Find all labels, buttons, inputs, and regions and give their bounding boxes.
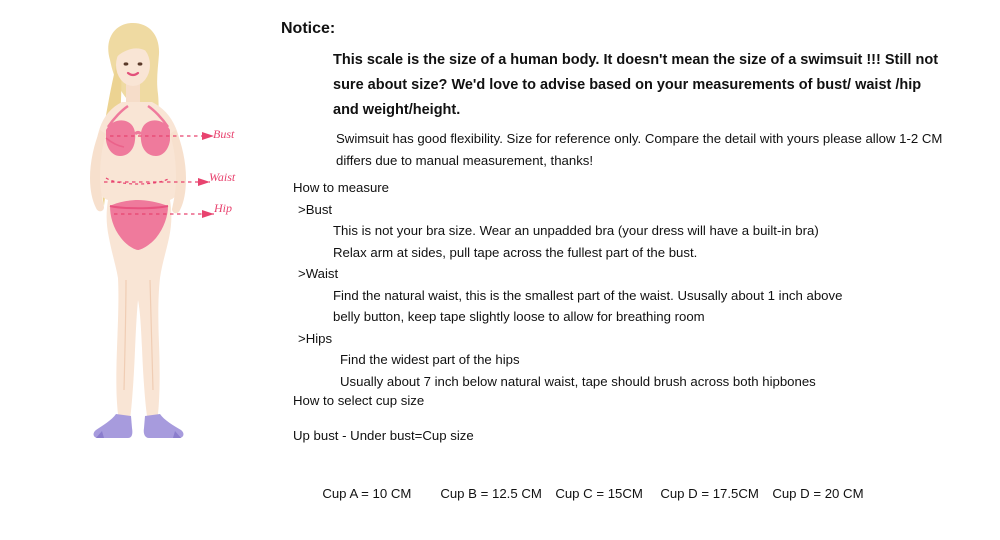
waist-section-title: >Waist (298, 266, 339, 281)
cup-size-section (293, 377, 993, 540)
cup-size-value: Cup D = 17.5CM (660, 485, 759, 501)
bust-instruction-line: This is not your bra size. Wear an unpadded bra (your dress will have a built-in bra) (333, 223, 819, 238)
cup-size-value: Cup B = 12.5 CM (440, 485, 542, 501)
waist-instruction-line: belly button, keep tape slightly loose to allow for breathing room (333, 309, 705, 324)
cup-size-value: Cup A = 10 CM (322, 485, 412, 501)
hips-instruction-line: Usually about 7 inch below natural waist, tape should brush across both hipbones (340, 373, 816, 389)
cup-size-value: Cup D = 20 CM (772, 485, 864, 501)
waist-instruction-line: Find the natural waist, this is the smallest part of the waist. Ususally about 1 inch above (333, 287, 843, 303)
hip-label: Hip (214, 201, 232, 215)
notice-title: Notice: (281, 20, 336, 37)
bust-section-title: >Bust (298, 201, 333, 217)
bust-instruction-line: Relax arm at sides, pull tape across the fullest part of the bust. (333, 244, 698, 260)
female-figure-icon (18, 10, 268, 460)
size-guide-text (281, 0, 996, 501)
how-to-measure-heading: How to measure (293, 180, 390, 195)
cup-size-values-row (293, 461, 993, 527)
how-to-measure-section (293, 177, 993, 392)
flexibility-note: Swimsuit has good flexibility. Size for reference only. Compare the detail with yours please allow 1-2 CM differs due to manual measurement, thanks! (336, 131, 943, 168)
body-measurement-illustration (0, 0, 275, 469)
waist-label: Waist (209, 170, 236, 184)
hips-section-title: >Hips (298, 330, 333, 346)
cup-size-heading: How to select cup size (293, 393, 425, 409)
cup-size-value: Cup C = 15CM (555, 485, 643, 501)
cup-size-formula: Up bust - Under bust=Cup size (293, 428, 474, 444)
headline-text: This scale is the size of a human body. It doesn't mean the size of a swimsuit !!! Still not sure about size? We'd love to advise based on your measurements of bust/ waist /hip and weight/height. (333, 52, 939, 118)
hips-instruction-line: Find the widest part of the hips (340, 352, 520, 367)
bust-label: Bust (213, 127, 235, 141)
